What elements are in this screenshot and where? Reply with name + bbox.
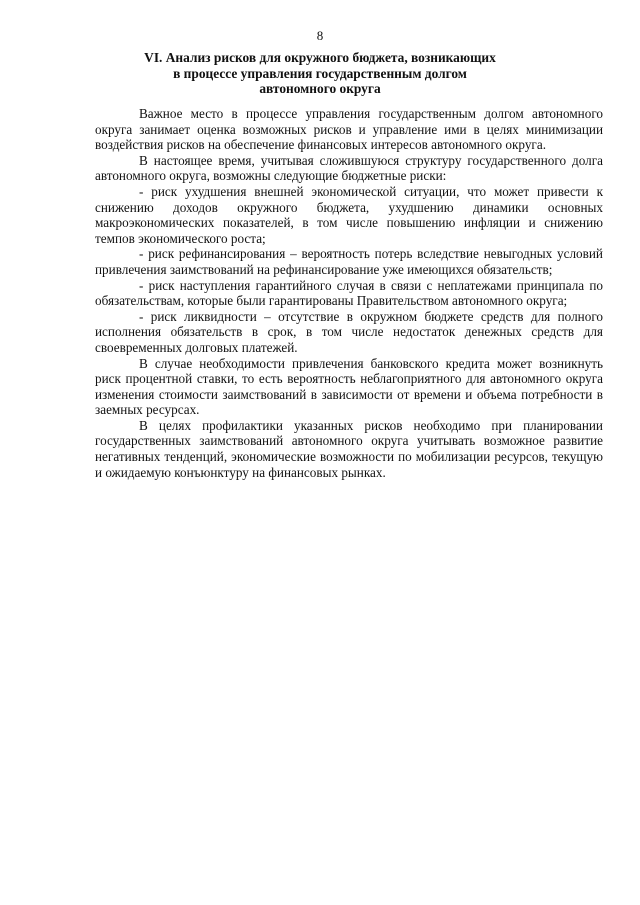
paragraph-prevention: В целях профилактики указанных рисков необходимо при планировании государственных заимствований автономного округа учитывать возможное развитие негативных тенденций, экономические возможности по мобилизации ресурсов, текущую и ожидаемую конъюнктуру на финансовых рынках. (95, 417, 603, 480)
section-heading (100, 50, 540, 97)
paragraph-intro: Важное место в процессе управления государственным долгом автономного округа занимает оценка возможных рисков и управление ими в целях минимизации воздействия рисков на обеспечение финансовых интересов автономного округа. (95, 106, 603, 153)
risk-item-guarantee: - риск наступления гарантийного случая в связи с неплатежами принципала по обязательствам, которые были гарантированы Правительством автономного округа; (95, 277, 603, 309)
heading-line-2: в процессе управления государственным долгом (173, 65, 467, 81)
body-text (95, 106, 603, 480)
page-number: 8 (316, 28, 324, 43)
risk-item-refinancing: - риск рефинансирования – вероятность потерь вследствие невыгодных условий привлечения заимствований на рефинансирование уже имеющихся обязательств; (95, 246, 603, 277)
paragraph-current-risks: В настоящее время, учитывая сложившуюся структуру государственного долга автономного округа, возможны следующие бюджетные риски: (95, 152, 603, 184)
heading-line-3: автономного округа (259, 81, 381, 97)
paragraph-interest-rate-risk: В случае необходимости привлечения банковского кредита может возникнуть риск процентной ставки, то есть вероятность неблагоприятного для автономного округа изменения стоимости заимствований в зависимости от времени и объема потребности в заемных ресурсах. (95, 355, 603, 418)
heading-line-1: VI. Анализ рисков для окружного бюджета, возникающих (144, 50, 496, 65)
risk-item-liquidity: - риск ликвидности – отсутствие в окружном бюджете средств для полного исполнения обязательств в срок, в том числе недостаток денежных средств для своевременных долговых платежей. (95, 308, 603, 355)
risk-item-external-economy: - риск ухудшения внешней экономической ситуации, что может привести к снижению доходов окружного бюджета, ухудшению динамики основных макроэкономических показателей, в том числе повышению инфляции и снижению темпов экономического роста; (95, 183, 603, 246)
